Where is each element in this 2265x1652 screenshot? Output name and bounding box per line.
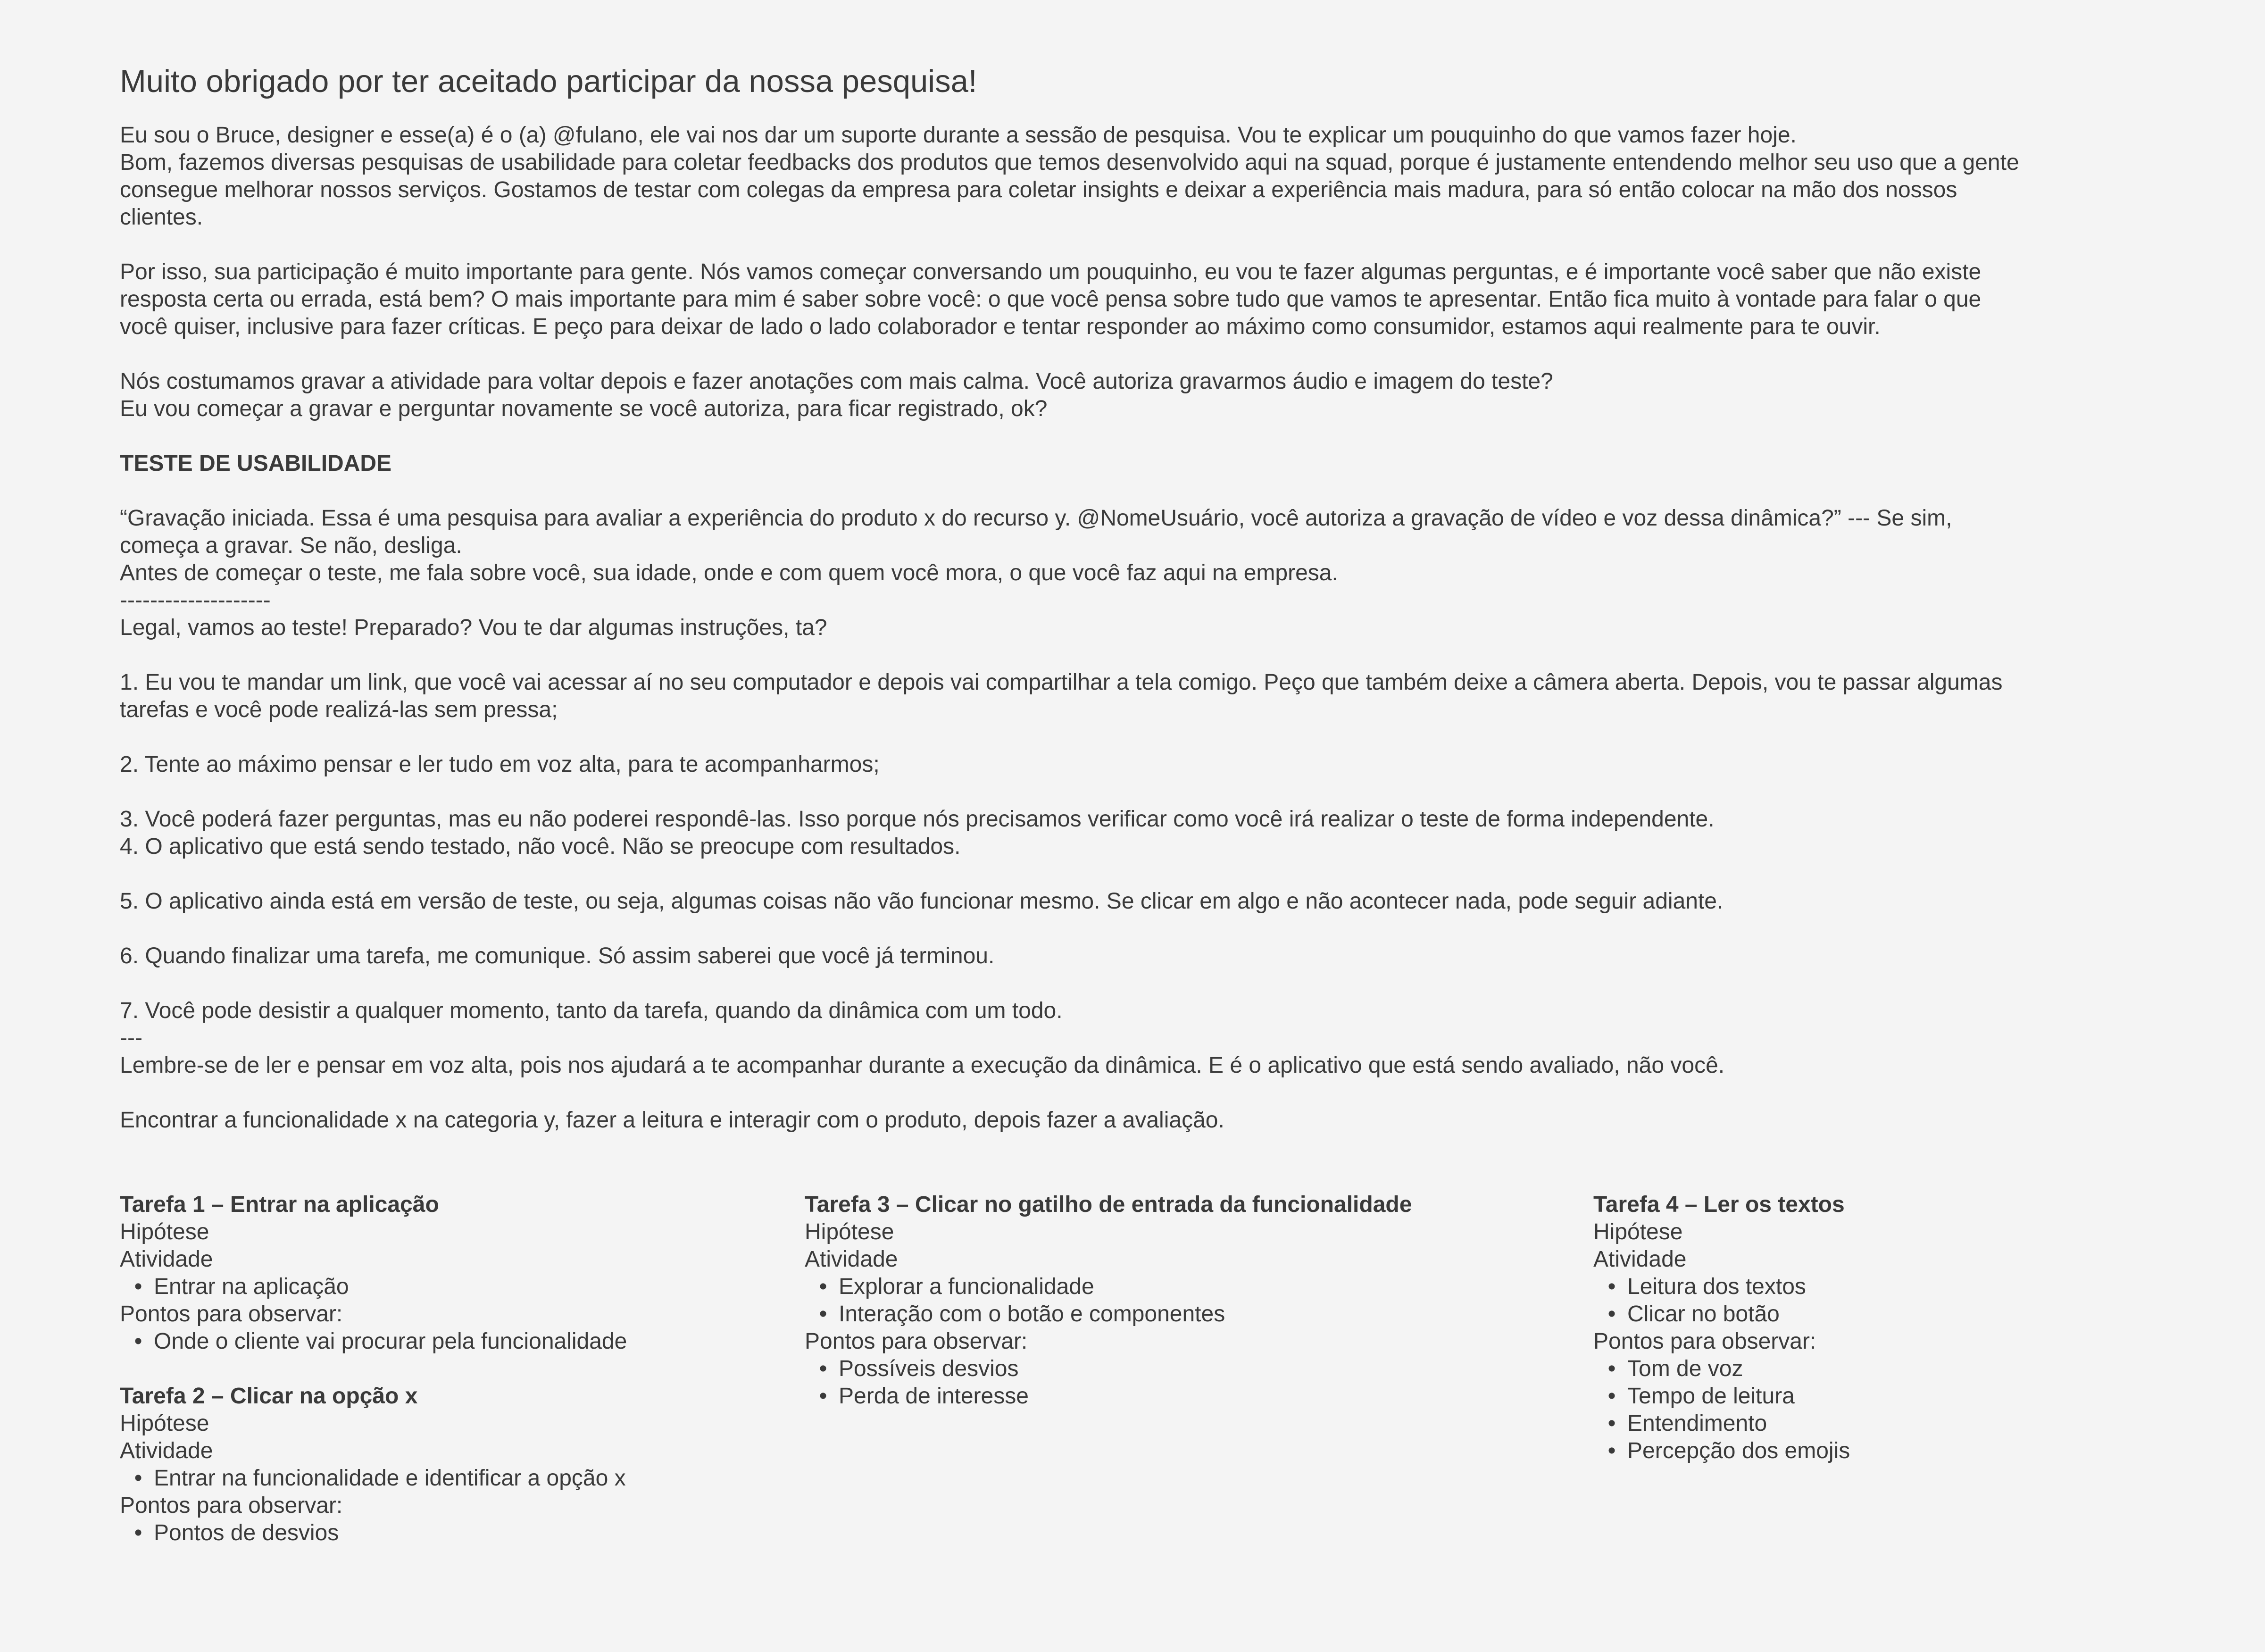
- spacer: [120, 778, 2162, 806]
- task-block: [805, 1191, 1559, 1410]
- task-block: [1593, 1191, 2207, 1465]
- task-block: [120, 1191, 780, 1355]
- intro-text: Bom, fazemos diversas pesquisas de usabilidade para coletar feedbacks dos produtos que temos desenvolvido aqui na squad, porque é justamente entendendo melhor seu uso que a gente: [120, 150, 2019, 175]
- list-item: [805, 1383, 1559, 1410]
- bullet-icon: •: [819, 1302, 827, 1327]
- list-item: [805, 1273, 1559, 1301]
- list-item: [1593, 1410, 2207, 1437]
- list-item-text: Leitura dos textos: [1627, 1274, 1806, 1299]
- list-item: [1593, 1355, 2207, 1383]
- observe-list: [120, 1328, 780, 1355]
- test-text: começa a gravar. Se não, desliga.: [120, 533, 462, 558]
- divider: ---: [120, 1026, 142, 1051]
- hypothesis-label: Hipótese: [120, 1219, 209, 1244]
- intro-text: Nós costumamos gravar a atividade para voltar depois e fazer anotações com mais calma. Você autoriza gravarmos áudio e imagem do teste?: [120, 369, 1553, 394]
- list-item-text: Entendimento: [1627, 1411, 1767, 1436]
- activity-list: [805, 1273, 1559, 1328]
- test-text: Lembre-se de ler e pensar em voz alta, pois nos ajudará a te acompanhar durante a execução da dinâmica. E é o aplicativo que está sendo avaliado, não você.: [120, 1053, 1725, 1078]
- list-item-text: Pontos de desvios: [154, 1520, 339, 1545]
- spacer: [120, 970, 2162, 997]
- intro-text: consegue melhorar nossos serviços. Gostamos de testar com colegas da empresa para coletar insights e deixar a experiência mais madura, para só então colocar na mão dos nossos: [120, 177, 1957, 202]
- observe-label: Pontos para observar:: [1593, 1329, 1816, 1354]
- instruction-item: 6. Quando finalizar uma tarefa, me comunique. Só assim saberei que você já terminou.: [120, 943, 995, 968]
- bullet-icon: •: [1607, 1438, 1616, 1463]
- spacer: [120, 231, 2162, 259]
- spacer: [120, 860, 2162, 888]
- list-item: [120, 1328, 780, 1355]
- instruction-item: 4. O aplicativo que está sendo testado, não você. Não se preocupe com resultados.: [120, 834, 961, 859]
- bullet-icon: •: [1607, 1274, 1616, 1299]
- bullet-icon: •: [134, 1466, 142, 1491]
- intro-text: você quiser, inclusive para fazer críticas. E peço para deixar de lado o lado colaborador e tentar responder ao máximo como consumidor, estamos aqui realmente para te ouvir.: [120, 314, 1881, 339]
- research-script: [120, 60, 2162, 1134]
- instruction-item: 3. Você poderá fazer perguntas, mas eu não poderei respondê-las. Isso porque nós precisamos verificar como você irá realizar o teste de forma independente.: [120, 807, 1715, 832]
- hypothesis-label: Hipótese: [805, 1219, 894, 1244]
- bullet-icon: •: [819, 1384, 827, 1409]
- list-item: [1593, 1301, 2207, 1328]
- test-text: Legal, vamos ao teste! Preparado? Vou te dar algumas instruções, ta?: [120, 615, 827, 640]
- list-item-text: Clicar no botão: [1627, 1302, 1780, 1327]
- section-heading: TESTE DE USABILIDADE: [120, 451, 392, 476]
- task-columns: [120, 1191, 2195, 1578]
- list-item: [1593, 1383, 2207, 1410]
- list-item-text: Percepção dos emojis: [1627, 1438, 1850, 1463]
- list-item-text: Tom de voz: [1627, 1356, 1743, 1381]
- list-item-text: Entrar na aplicação: [154, 1274, 349, 1299]
- test-text: “Gravação iniciada. Essa é uma pesquisa para avaliar a experiência do produto x do recurso y. @NomeUsuário, você autoriza a gravação de vídeo e voz dessa dinâmica?” --- Se sim,: [120, 506, 1952, 531]
- activity-list: [1593, 1273, 2207, 1328]
- page-title: Muito obrigado por ter aceitado participar da nossa pesquisa!: [120, 64, 977, 99]
- intro-text: Eu vou começar a gravar e perguntar novamente se você autoriza, para ficar registrado, ok?: [120, 396, 1048, 421]
- observe-label: Pontos para observar:: [805, 1329, 1028, 1354]
- list-item-text: Possíveis desvios: [839, 1356, 1019, 1381]
- list-item: [120, 1273, 780, 1301]
- test-text: Encontrar a funcionalidade x na categoria y, fazer a leitura e interagir com o produto, depois fazer a avaliação.: [120, 1108, 1224, 1133]
- list-item-text: Explorar a funcionalidade: [839, 1274, 1094, 1299]
- spacer: [120, 477, 2162, 505]
- spacer: [120, 915, 2162, 943]
- observe-list: [805, 1355, 1559, 1410]
- task-column: [805, 1191, 1559, 1437]
- bullet-icon: •: [819, 1274, 827, 1299]
- spacer: [120, 642, 2162, 669]
- bullet-icon: •: [134, 1329, 142, 1354]
- task-block: [120, 1383, 780, 1547]
- instruction-item: tarefas e você pode realizá-las sem pressa;: [120, 697, 558, 722]
- activity-list: [120, 1465, 780, 1492]
- task-title: Tarefa 4 – Ler os textos: [1593, 1192, 1845, 1217]
- bullet-icon: •: [1607, 1356, 1616, 1381]
- task-title: Tarefa 1 – Entrar na aplicação: [120, 1192, 439, 1217]
- bullet-icon: •: [134, 1274, 142, 1299]
- intro-text: Eu sou o Bruce, designer e esse(a) é o (a) @fulano, ele vai nos dar um suporte durante a sessão de pesquisa. Vou te explicar um pouquinho do que vamos fazer hoje.: [120, 123, 1797, 148]
- hypothesis-label: Hipótese: [120, 1411, 209, 1436]
- list-item-text: Onde o cliente vai procurar pela funcionalidade: [154, 1329, 627, 1354]
- activity-list: [120, 1273, 780, 1301]
- instruction-item: 1. Eu vou te mandar um link, que você vai acessar aí no seu computador e depois vai compartilhar a tela comigo. Peço que também deixe a câmera aberta. Depois, vou te passar algumas: [120, 670, 2003, 695]
- list-item: [120, 1519, 780, 1547]
- intro-text: resposta certa ou errada, está bem? O mais importante para mim é saber sobre você: o que você pensa sobre tudo que vamos te apresentar. Então fica muito à vontade para falar o que: [120, 287, 1982, 312]
- activity-label: Atividade: [1593, 1247, 1687, 1272]
- instruction-item: 2. Tente ao máximo pensar e ler tudo em voz alta, para te acompanharmos;: [120, 752, 880, 777]
- bullet-icon: •: [819, 1356, 827, 1381]
- spacer: [120, 724, 2162, 751]
- list-item: [805, 1355, 1559, 1383]
- observe-list: [120, 1519, 780, 1547]
- task-title: Tarefa 3 – Clicar no gatilho de entrada da funcionalidade: [805, 1192, 1412, 1217]
- observe-label: Pontos para observar:: [120, 1302, 343, 1327]
- observe-list: [1593, 1355, 2207, 1465]
- bullet-icon: •: [134, 1520, 142, 1545]
- spacer: [120, 341, 2162, 368]
- bullet-icon: •: [1607, 1411, 1616, 1436]
- hypothesis-label: Hipótese: [1593, 1219, 1683, 1244]
- activity-label: Atividade: [120, 1247, 213, 1272]
- instruction-item: 5. O aplicativo ainda está em versão de teste, ou seja, algumas coisas não vão funcionar mesmo. Se clicar em algo e não acontecer nada, pode seguir adiante.: [120, 889, 1724, 914]
- task-column: [1593, 1191, 2207, 1492]
- divider: --------------------: [120, 588, 271, 613]
- list-item: [120, 1465, 780, 1492]
- intro-text: Por isso, sua participação é muito importante para gente. Nós vamos começar conversando um pouquinho, eu vou te fazer algumas perguntas, e é importante você saber que não existe: [120, 259, 1982, 284]
- list-item-text: Interação com o botão e componentes: [839, 1302, 1225, 1327]
- activity-label: Atividade: [120, 1438, 213, 1463]
- bullet-icon: •: [1607, 1302, 1616, 1327]
- list-item: [1593, 1437, 2207, 1465]
- spacer: [120, 1079, 2162, 1107]
- list-item-text: Tempo de leitura: [1627, 1384, 1795, 1409]
- test-text: Antes de começar o teste, me fala sobre você, sua idade, onde e com quem você mora, o que você faz aqui na empresa.: [120, 560, 1338, 585]
- bullet-icon: •: [1607, 1384, 1616, 1409]
- observe-label: Pontos para observar:: [120, 1493, 343, 1518]
- intro-text: clientes.: [120, 205, 203, 230]
- activity-label: Atividade: [805, 1247, 898, 1272]
- list-item-text: Perda de interesse: [839, 1384, 1029, 1409]
- list-item-text: Entrar na funcionalidade e identificar a opção x: [154, 1466, 626, 1491]
- instruction-item: 7. Você pode desistir a qualquer momento, tanto da tarefa, quando da dinâmica com um todo.: [120, 998, 1063, 1023]
- task-column: [120, 1191, 780, 1574]
- task-title: Tarefa 2 – Clicar na opção x: [120, 1384, 418, 1409]
- spacer: [120, 423, 2162, 450]
- list-item: [805, 1301, 1559, 1328]
- list-item: [1593, 1273, 2207, 1301]
